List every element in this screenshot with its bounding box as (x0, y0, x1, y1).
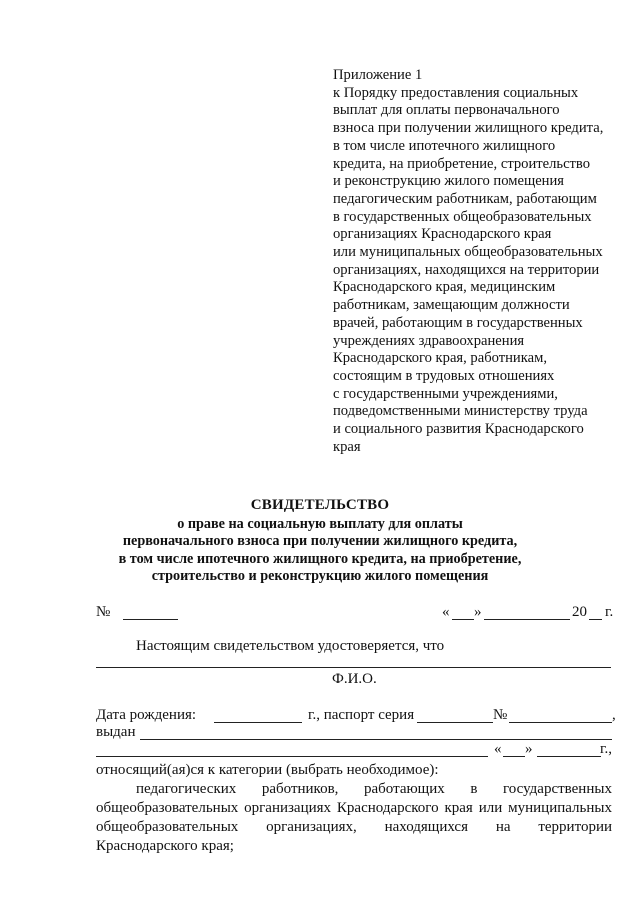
issued-year-suffix: г., (600, 741, 612, 757)
appendix-note (333, 67, 623, 456)
birth-date-field[interactable] (214, 722, 302, 723)
category-line (136, 781, 612, 798)
appendix-line: кредита, на приобретение, строительство (333, 155, 591, 172)
appendix-line: педагогическим работникам, работающим (333, 190, 597, 207)
date-month-field[interactable] (484, 619, 570, 620)
issued-by-field[interactable] (140, 739, 612, 740)
birth-label: Дата рождения: (96, 707, 197, 723)
document-subtitle (0, 516, 640, 586)
issued-quote-open: « (494, 741, 502, 757)
appendix-line: в том числе ипотечного жилищного (333, 137, 556, 154)
fio-label: Ф.И.О. (332, 671, 377, 687)
issued-day-field[interactable] (503, 756, 525, 757)
subtitle-line: в том числе ипотечного жилищного кредита, на приобретение, (118, 550, 522, 567)
category-word: или (478, 800, 503, 816)
appendix-line: выплат для оплаты первоначального (333, 102, 560, 119)
category-word: края (444, 800, 473, 816)
subtitle-line: первоначального взноса при получении жилищного кредита, (122, 533, 518, 550)
category-line: Краснодарского края; (96, 838, 234, 854)
date-quote-open: « (442, 604, 450, 620)
category-word: общеобразовательных (96, 819, 239, 835)
appendix-line: подведомственными министерству труда (333, 403, 588, 420)
comma: , (612, 707, 616, 723)
appendix-line: Краснодарского края, работникам, (333, 350, 547, 367)
appendix-line: Приложение 1 (333, 67, 423, 83)
fio-field[interactable] (96, 667, 611, 668)
category-word: педагогических (136, 781, 237, 797)
category-word: Краснодарского (336, 800, 439, 816)
date-year-suffix: г. (605, 604, 614, 620)
appendix-line: организациях, находящихся на территории (333, 261, 600, 278)
passport-series-label: г., паспорт серия (308, 707, 415, 723)
category-word: работников, (261, 781, 339, 797)
appendix-line: взноса при получении жилищного кредита, (333, 120, 604, 137)
number-field[interactable] (123, 619, 178, 620)
appendix-line: Краснодарского края, медицинским (333, 279, 556, 296)
category-word: в (470, 781, 478, 797)
appendix-line: работникам, замещающим должности (333, 297, 570, 314)
document-title: СВИДЕТЕЛЬСТВО (250, 497, 390, 513)
issued-quote-close: » (525, 741, 533, 757)
category-line (96, 800, 612, 817)
date-day-field[interactable] (452, 619, 474, 620)
subtitle-line: строительство и реконструкцию жилого помещения (151, 568, 489, 585)
appendix-line: в государственных общеобразовательных (333, 208, 592, 225)
category-word: на (495, 819, 511, 835)
category-word: государственных (502, 781, 612, 797)
date-year-prefix: 20 (572, 604, 587, 620)
certify-text: Настоящим свидетельством удостоверяется, что (136, 638, 445, 654)
category-word: организациях, (266, 819, 357, 835)
appendix-line: края (333, 438, 361, 455)
appendix-line: с государственными учреждениями, (333, 385, 558, 402)
appendix-line: состоящим в трудовых отношениях (333, 367, 555, 384)
category-word: общеобразовательных (96, 800, 239, 816)
category-line (96, 819, 612, 836)
category-word: работающих (363, 781, 445, 797)
appendix-line: к Порядку предоставления социальных (333, 84, 579, 101)
appendix-line: и социального развития Краснодарского (333, 421, 584, 438)
category-label: относящий(ая)ся к категории (выбрать необходимое): (96, 762, 439, 778)
appendix-line: организациях Краснодарского края (333, 226, 552, 243)
category-word: территории (538, 819, 612, 835)
appendix-line: учреждениях здравоохранения (333, 332, 525, 349)
issued-year-field[interactable] (537, 756, 601, 757)
category-word: организациях (244, 800, 332, 816)
date-quote-close: » (474, 604, 482, 620)
appendix-line: и реконструкцию жилого помещения (333, 173, 565, 190)
number-label: № (96, 604, 111, 620)
passport-series-field[interactable] (417, 722, 493, 723)
category-word: муниципальных (508, 800, 612, 816)
subtitle-line: о праве на социальную выплату для оплаты (177, 516, 463, 532)
issued-by-field-2[interactable] (96, 756, 488, 757)
appendix-line: врачей, работающим в государственных (333, 314, 583, 331)
passport-number-field[interactable] (509, 722, 612, 723)
category-word: находящихся (384, 819, 468, 835)
issued-label: выдан (96, 724, 136, 740)
appendix-line: или муниципальных общеобразовательных (333, 244, 603, 261)
passport-number-sign: № (493, 707, 508, 723)
date-year-field[interactable] (589, 619, 602, 620)
